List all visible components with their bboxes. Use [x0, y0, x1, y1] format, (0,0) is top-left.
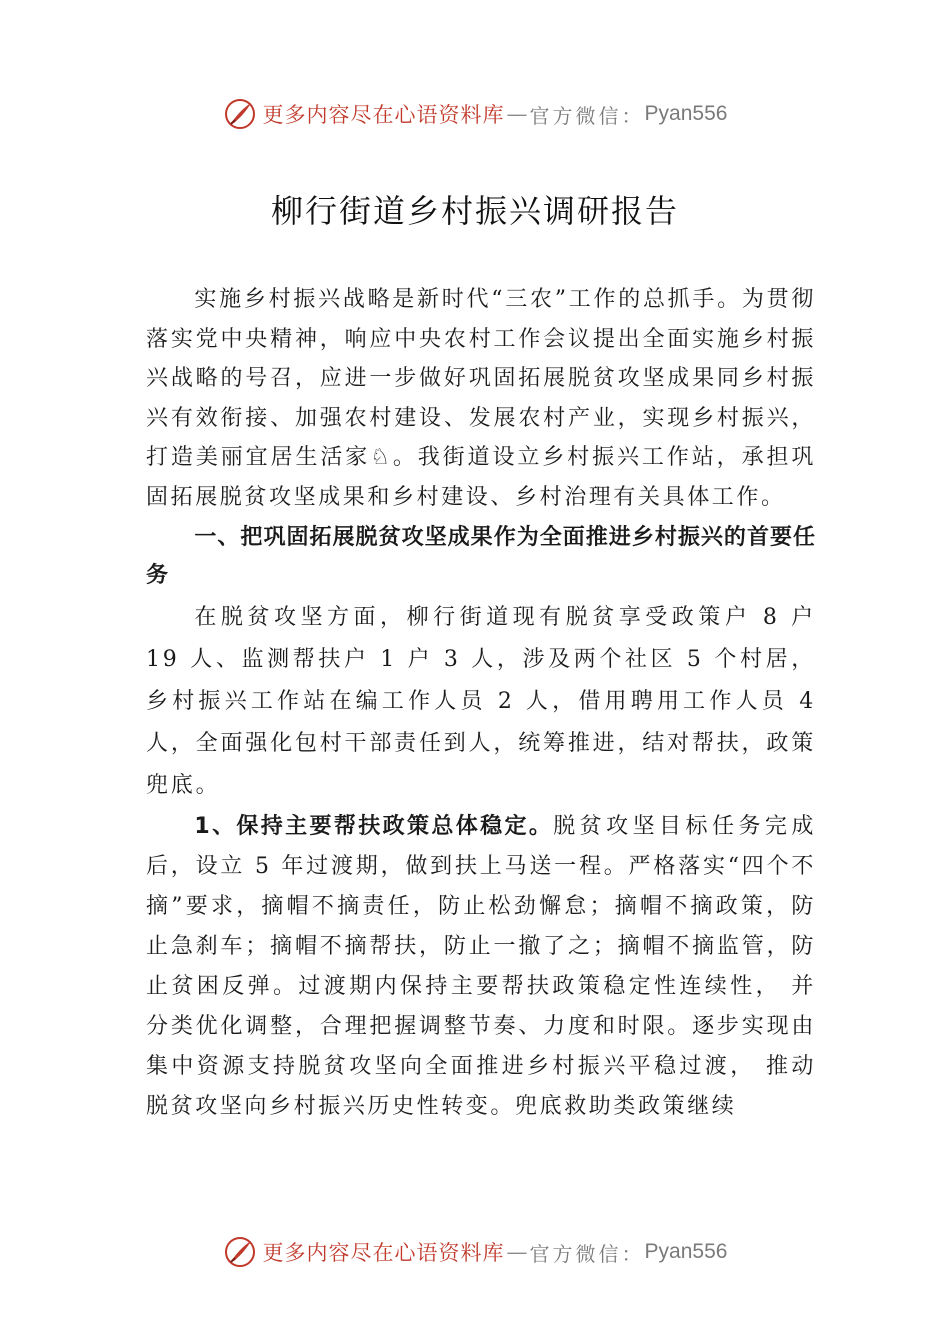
quill-pen-logo-icon [223, 1235, 257, 1269]
document-title: 柳行街道乡村振兴调研报告 [270, 192, 679, 230]
document-body [146, 280, 816, 1127]
watermark-id: Pyan556 [644, 102, 728, 125]
watermark-brand: 更多内容尽在心语资料库 [262, 103, 505, 127]
item-body: 脱贫攻坚目标任务完成后，设立 5 年过渡期，做到扶上马送一程。严格落实“四个不摘”要求，摘帽不摘责任，防止松劲懈怠；摘帽不摘政策，防止急刹车；摘帽不摘帮扶，防止一撤了之；摘帽不摘监管，防止贫困反弹。过渡期内保持主要帮扶政策稳定性连续性， 并分类优化调整，合理把握调整节奏、力度和时限。逐步实现由集中资源支持脱贫攻坚向全面推进乡村振兴平稳过渡， 推动脱贫攻坚向乡村振兴历史性转变。兜底救助类政策继续 [146, 814, 816, 1119]
watermark-brand: 更多内容尽在心语资料库 [262, 1241, 505, 1265]
header-watermark [0, 94, 950, 134]
watermark-label: 官方微信： [529, 1241, 645, 1266]
watermark-id: Pyan556 [644, 1240, 728, 1263]
watermark-label: 官方微信： [529, 103, 645, 128]
item-lead: 1、保持主要帮扶政策总体稳定。 [194, 814, 554, 839]
intro-paragraph: 实施乡村振兴战略是新时代“三农”工作的总抓手。为贯彻落实党中央精神，响应中央农村工作会议提出全面实施乡村振兴战略的号召，应进一步做好巩固拓展脱贫攻坚成果同乡村振兴有效衔接、加强农村建设、发展农村产业，实现乡村振兴，打造美丽宜居生活家♘。我街道设立乡村振兴工作站，承担巩固拓展脱贫攻坚成果和乡村建设、乡村治理有关具体工作。 [146, 287, 816, 510]
item-paragraph [146, 807, 816, 1127]
footer-watermark [0, 1232, 950, 1272]
watermark-dash: — [506, 1240, 528, 1264]
quill-pen-logo-icon [223, 97, 257, 131]
section-heading: 一、把巩固拓展脱贫攻坚成果作为全面推进乡村振兴的首要任务 [146, 525, 816, 588]
section-paragraph: 在脱贫攻坚方面，柳行街道现有脱贫享受政策户 8 户 19 人、监测帮扶户 1 户 3 人，涉及两个社区 5 个村居，乡村振兴工作站在编工作人员 2 人，借用聘用工作人员 4 人，全面强化包村干部责任到人，统筹推进，结对帮扶，政策兜底。 [146, 605, 817, 798]
watermark-dash: — [506, 102, 528, 126]
